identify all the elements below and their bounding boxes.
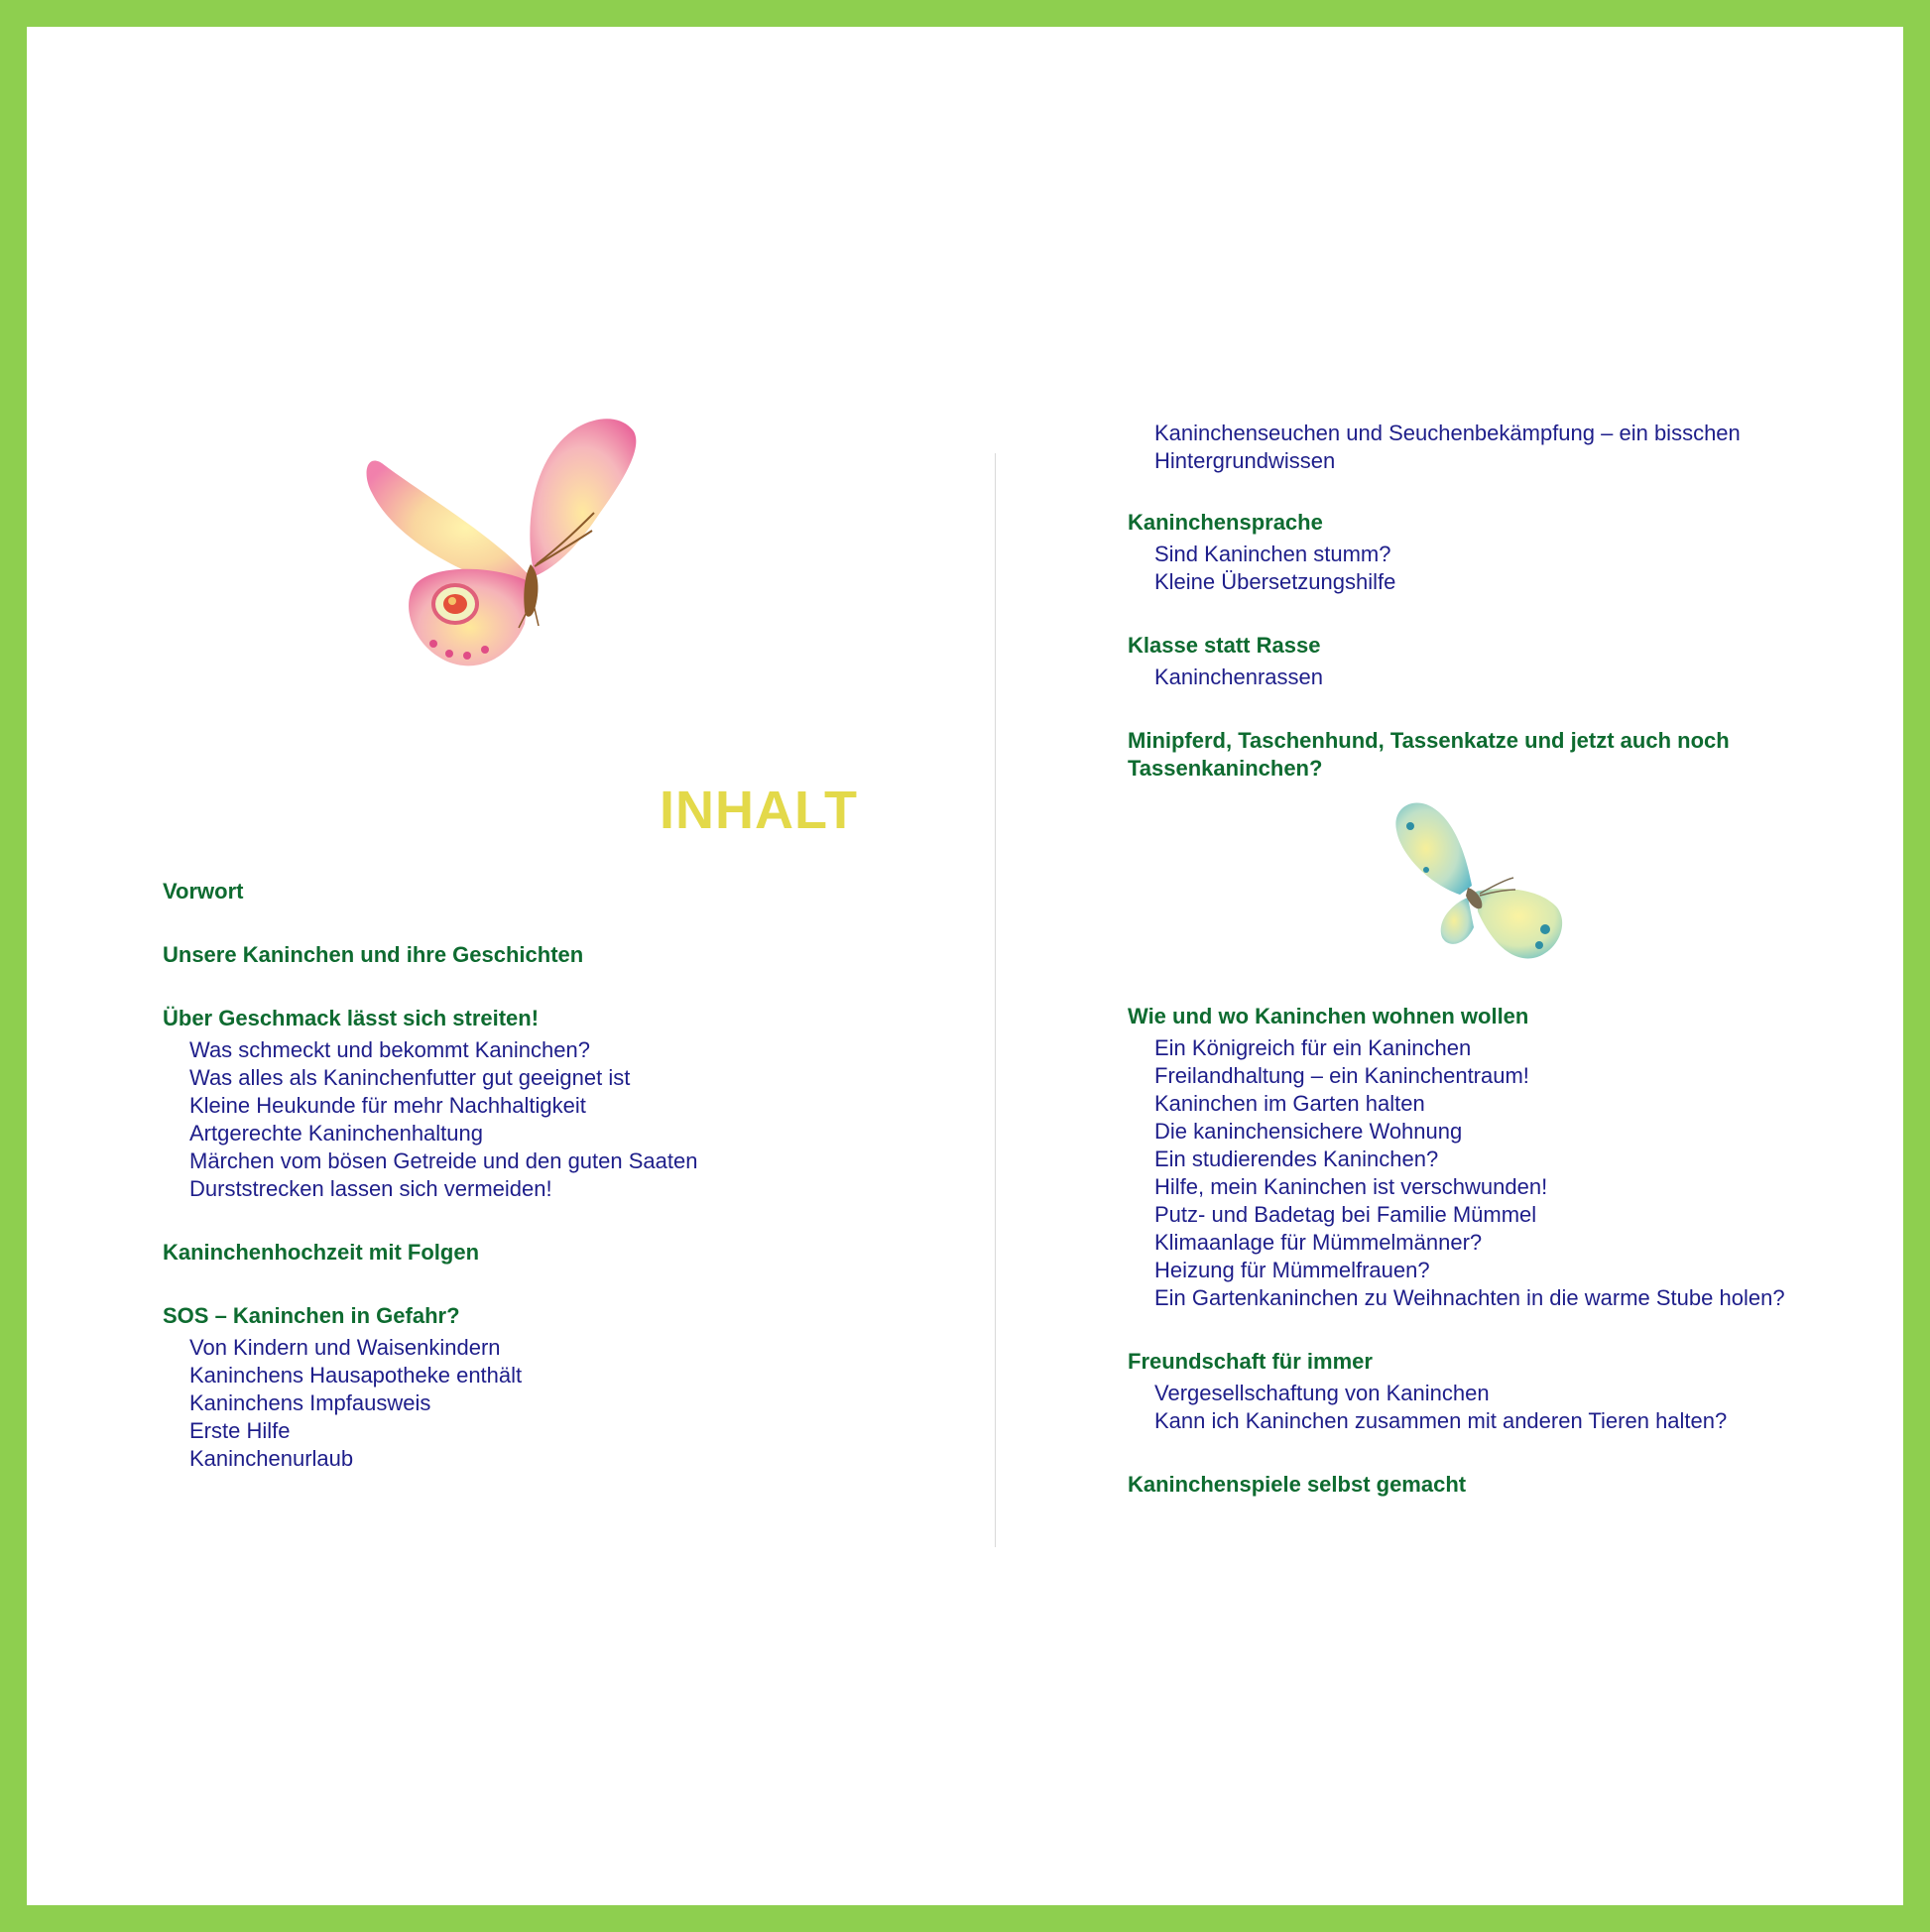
toc-right-column xyxy=(1128,420,1911,818)
toc-item-list xyxy=(189,1036,976,1203)
toc-item-list xyxy=(1154,541,1911,596)
toc-item-list xyxy=(1154,664,1911,691)
toc-section xyxy=(163,1302,976,1473)
toc-item[interactable]: Die kaninchensichere Wohnung xyxy=(1154,1119,1463,1144)
toc-item[interactable]: Klimaanlage für Mümmelmänner? xyxy=(1154,1230,1483,1255)
toc-section-heading[interactable]: Über Geschmack lässt sich streiten! xyxy=(163,1006,540,1030)
toc-section-heading[interactable]: Kaninchensprache xyxy=(1128,510,1323,535)
toc-item[interactable]: Durststrecken lassen sich vermeiden! xyxy=(189,1176,552,1201)
toc-item[interactable]: Kann ich Kaninchen zusammen mit anderen Tieren halten? xyxy=(1154,1408,1728,1433)
toc-item[interactable]: Erste Hilfe xyxy=(189,1418,291,1443)
toc-item[interactable]: Von Kindern und Waisenkindern xyxy=(189,1335,501,1360)
toc-section-heading[interactable]: Kaninchenhochzeit mit Folgen xyxy=(163,1240,480,1265)
toc-section-continued xyxy=(1128,420,1911,475)
toc-item[interactable]: Kaninchenseuchen und Seuchenbekämpfung – ein bisschen xyxy=(1154,421,1741,445)
toc-item[interactable]: Sind Kaninchen stumm? xyxy=(1154,542,1391,566)
toc-item[interactable]: Ein Königreich für ein Kaninchen xyxy=(1154,1035,1472,1060)
butterfly-pink-icon xyxy=(364,416,662,678)
toc-section xyxy=(1128,727,1911,783)
toc-section xyxy=(1128,509,1911,596)
toc-item[interactable]: Kaninchen im Garten halten xyxy=(1154,1091,1425,1116)
toc-item-list xyxy=(189,1334,976,1473)
toc-section-heading[interactable] xyxy=(1128,727,1911,783)
toc-section xyxy=(1128,632,1911,691)
toc-section xyxy=(163,1005,976,1203)
toc-item[interactable]: Kaninchenurlaub xyxy=(189,1446,354,1471)
toc-item-list xyxy=(1154,1034,1911,1312)
toc-item[interactable]: Hintergrundwissen xyxy=(1154,448,1336,473)
toc-title: INHALT xyxy=(660,781,858,840)
toc-left-column xyxy=(163,878,976,1509)
toc-item-list xyxy=(1154,1380,1911,1435)
toc-section xyxy=(163,878,976,906)
page-divider xyxy=(995,453,996,1547)
toc-section xyxy=(1128,1471,1911,1499)
toc-section-heading[interactable]: Freundschaft für immer xyxy=(1128,1349,1373,1374)
toc-section-heading[interactable]: Kaninchenspiele selbst gemacht xyxy=(1128,1472,1467,1497)
toc-item[interactable]: Artgerechte Kaninchenhaltung xyxy=(189,1121,483,1146)
toc-item[interactable]: Was schmeckt und bekommt Kaninchen? xyxy=(189,1037,590,1062)
toc-right-column-lower xyxy=(1128,1003,1911,1534)
toc-item[interactable]: Kleine Heukunde für mehr Nachhaltigkeit xyxy=(189,1093,586,1118)
toc-item[interactable]: Heizung für Mümmelfrauen? xyxy=(1154,1258,1430,1282)
toc-item[interactable]: Was alles als Kaninchenfutter gut geeignet ist xyxy=(189,1065,631,1090)
butterfly-blue-icon xyxy=(1390,800,1564,971)
toc-item[interactable]: Ein studierendes Kaninchen? xyxy=(1154,1147,1439,1171)
toc-section-heading[interactable]: Wie und wo Kaninchen wohnen wollen xyxy=(1128,1004,1529,1028)
toc-section xyxy=(1128,1003,1911,1312)
toc-item[interactable]: Kleine Übersetzungshilfe xyxy=(1154,569,1396,594)
toc-heading-line: Minipferd, Taschenhund, Tassenkatze und jetzt auch noch xyxy=(1128,728,1730,753)
toc-section xyxy=(163,1239,976,1267)
toc-section xyxy=(1128,1348,1911,1435)
toc-item-list xyxy=(1154,420,1911,475)
toc-item[interactable]: Putz- und Badetag bei Familie Mümmel xyxy=(1154,1202,1537,1227)
toc-heading-line: Tassenkaninchen? xyxy=(1128,756,1323,781)
toc-item[interactable]: Kaninchens Hausapotheke enthält xyxy=(189,1363,523,1388)
toc-section-heading[interactable]: Unsere Kaninchen und ihre Geschichten xyxy=(163,942,584,967)
toc-item[interactable]: Kaninchens Impfausweis xyxy=(189,1390,431,1415)
toc-section-heading[interactable]: SOS – Kaninchen in Gefahr? xyxy=(163,1303,460,1328)
toc-item[interactable]: Ein Gartenkaninchen zu Weihnachten in die warme Stube holen? xyxy=(1154,1285,1785,1310)
toc-item[interactable]: Vergesellschaftung von Kaninchen xyxy=(1154,1381,1490,1405)
toc-item[interactable]: Freilandhaltung – ein Kaninchentraum! xyxy=(1154,1063,1529,1088)
toc-section-heading[interactable]: Klasse statt Rasse xyxy=(1128,633,1321,658)
toc-item[interactable]: Märchen vom bösen Getreide und den guten Saaten xyxy=(189,1148,698,1173)
toc-section xyxy=(163,941,976,969)
toc-item[interactable]: Hilfe, mein Kaninchen ist verschwunden! xyxy=(1154,1174,1548,1199)
toc-item[interactable]: Kaninchenrassen xyxy=(1154,664,1324,689)
toc-section-heading[interactable]: Vorwort xyxy=(163,879,244,904)
